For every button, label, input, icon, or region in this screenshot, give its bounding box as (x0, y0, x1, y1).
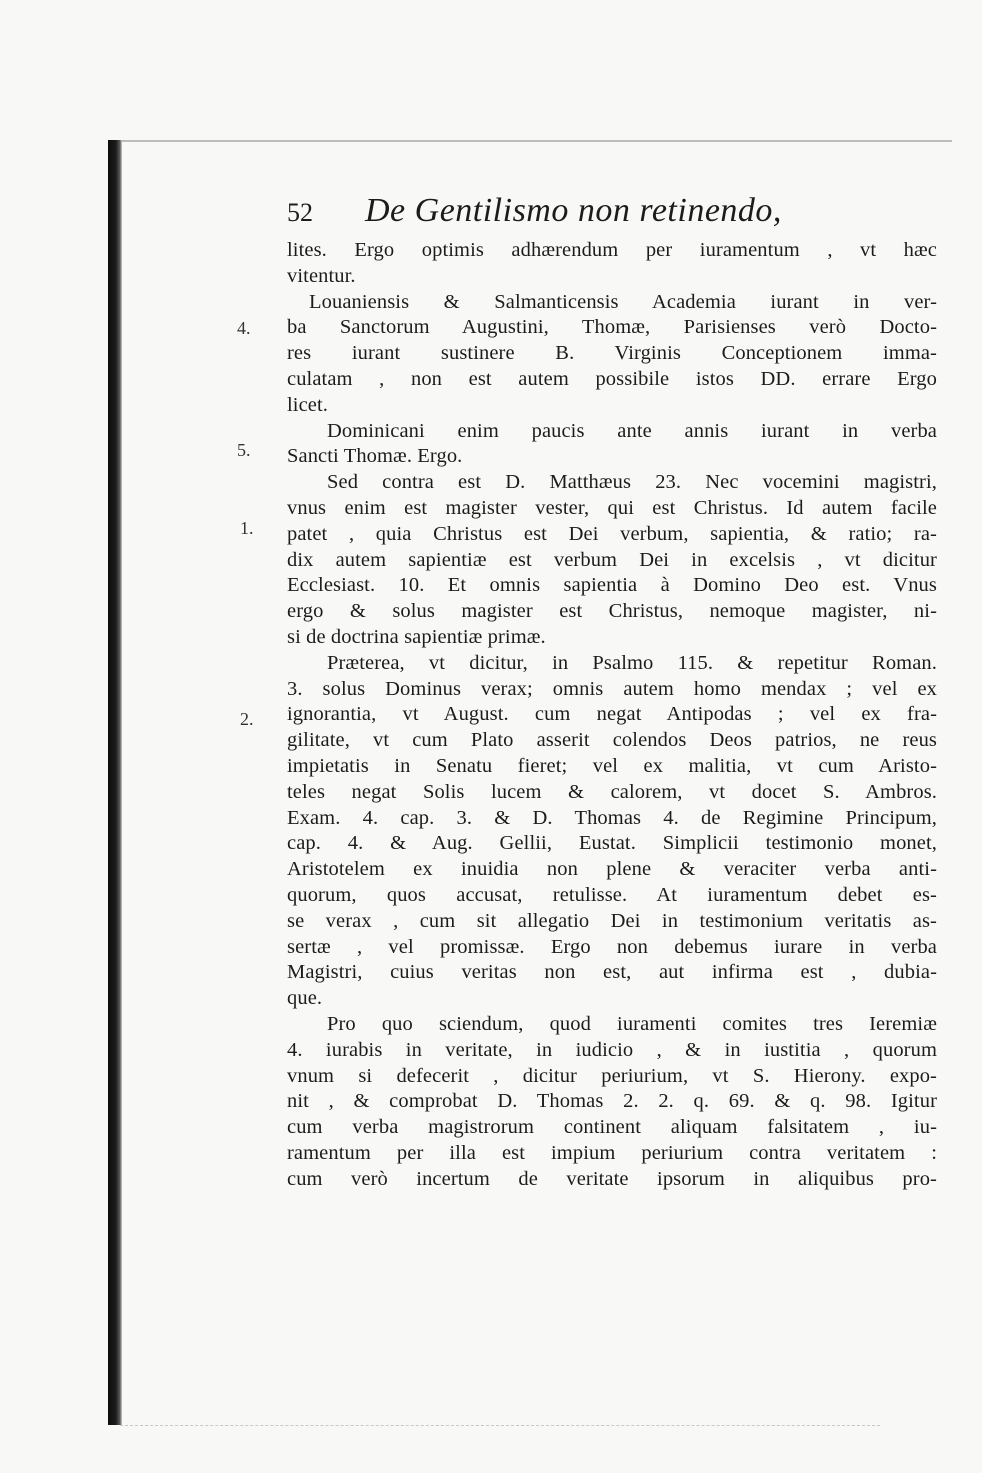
margin-number: 1. (240, 518, 254, 538)
text-line: Louaniensis & Salmanticensis Academia iurant in ver- (309, 290, 937, 313)
text-line: cap. 4. & Aug. Gellii, Eustat. Simplicii testimonio monet, (287, 832, 937, 855)
text-line: nit , & comprobat D. Thomas 2. 2. q. 69. & q. 98. Igitur (287, 1090, 937, 1113)
text-line: sertæ , vel promissæ. Ergo non debemus iurare in verba (287, 935, 937, 958)
text-line: dix autem sapientiæ est verbum Dei in excelsis , vt dicitur (287, 548, 937, 571)
text-line: Ecclesiast. 10. Et omnis sapientia à Domino Deo est. Vnus (287, 574, 937, 597)
text-line: si de doctrina sapientiæ primæ. (287, 625, 546, 648)
page-top-edge (112, 140, 952, 142)
body-text (287, 238, 937, 1192)
text-line: vnum si defecerit , dicitur periurium, vt S. Hierony. expo- (287, 1064, 937, 1087)
text-line: ramentum per illa est impium periurium contra veritatem : (287, 1141, 937, 1164)
text-line: quorum, quos accusat, retulisse. At iuramentum debet es- (287, 883, 937, 906)
text-line: que. (287, 987, 323, 1010)
text-line: impietatis in Senatu fieret; vel ex malitia, vt cum Aristo- (287, 754, 937, 777)
text-line: res iurant sustinere B. Virginis Conceptionem imma- (287, 342, 937, 365)
text-line: licet. (287, 393, 329, 416)
book-spine-shadow (108, 140, 122, 1425)
text-line: gilitate, vt cum Plato asserit colendos Deos patrios, ne reus (287, 729, 937, 752)
text-line: ba Sanctorum Augustini, Thomæ, Parisienses verò Docto- (287, 316, 937, 339)
margin-number: 5. (237, 440, 251, 460)
text-line: teles negat Solis lucem & calorem, vt docet S. Ambros. (287, 780, 937, 803)
text-line: Aristotelem ex inuidia non plene & veraciter verba anti- (287, 858, 937, 881)
text-line: ignorantia, vt August. cum negat Antipodas ; vel ex fra- (287, 703, 937, 726)
text-line: vitentur. (287, 264, 356, 287)
margin-number: 4. (237, 318, 251, 338)
text-line: se verax , cum sit allegatio Dei in testimonium veritatis as- (287, 909, 937, 932)
text-line: Sed contra est D. Matthæus 23. Nec vocemini magistri, (327, 471, 937, 494)
text-line: cum verò incertum de veritate ipsorum in aliquibus pro- (287, 1167, 937, 1190)
page-header (287, 192, 927, 238)
text-line: Exam. 4. cap. 3. & D. Thomas 4. de Regimine Principum, (287, 806, 937, 829)
text-line: Magistri, cuius veritas non est, aut infirma est , dubia- (287, 961, 937, 984)
text-line: Pro quo sciendum, quod iuramenti comites tres Ieremiæ (327, 1012, 937, 1035)
page-bottom-edge (120, 1425, 880, 1426)
text-line: Dominicani enim paucis ante annis iurant in verba (327, 419, 937, 442)
text-line: cum verba magistrorum continent aliquam falsitatem , iu- (287, 1116, 937, 1139)
text-line: patet , quia Christus est Dei verbum, sapientia, & ratio; ra- (287, 522, 937, 545)
margin-number: 2. (240, 709, 254, 729)
text-line: 4. iurabis in veritate, in iudicio , & in iustitia , quorum (287, 1038, 937, 1061)
page-number: 52 (287, 198, 313, 227)
text-line: Præterea, vt dicitur, in Psalmo 115. & repetitur Roman. (327, 651, 937, 674)
text-line: culatam , non est autem possibile istos DD. errare Ergo (287, 367, 937, 390)
text-line: vnus enim est magister vester, qui est Christus. Id autem facile (287, 496, 937, 519)
text-line: 3. solus Dominus verax; omnis autem homo mendax ; vel ex (287, 677, 937, 700)
running-title: De Gentilismo non retinendo, (365, 192, 782, 229)
text-line: ergo & solus magister est Christus, nemoque magister, ni- (287, 600, 937, 623)
text-line: lites. Ergo optimis adhærendum per iuramentum , vt hæc (287, 239, 937, 261)
text-line: Sancti Thomæ. Ergo. (287, 445, 463, 468)
